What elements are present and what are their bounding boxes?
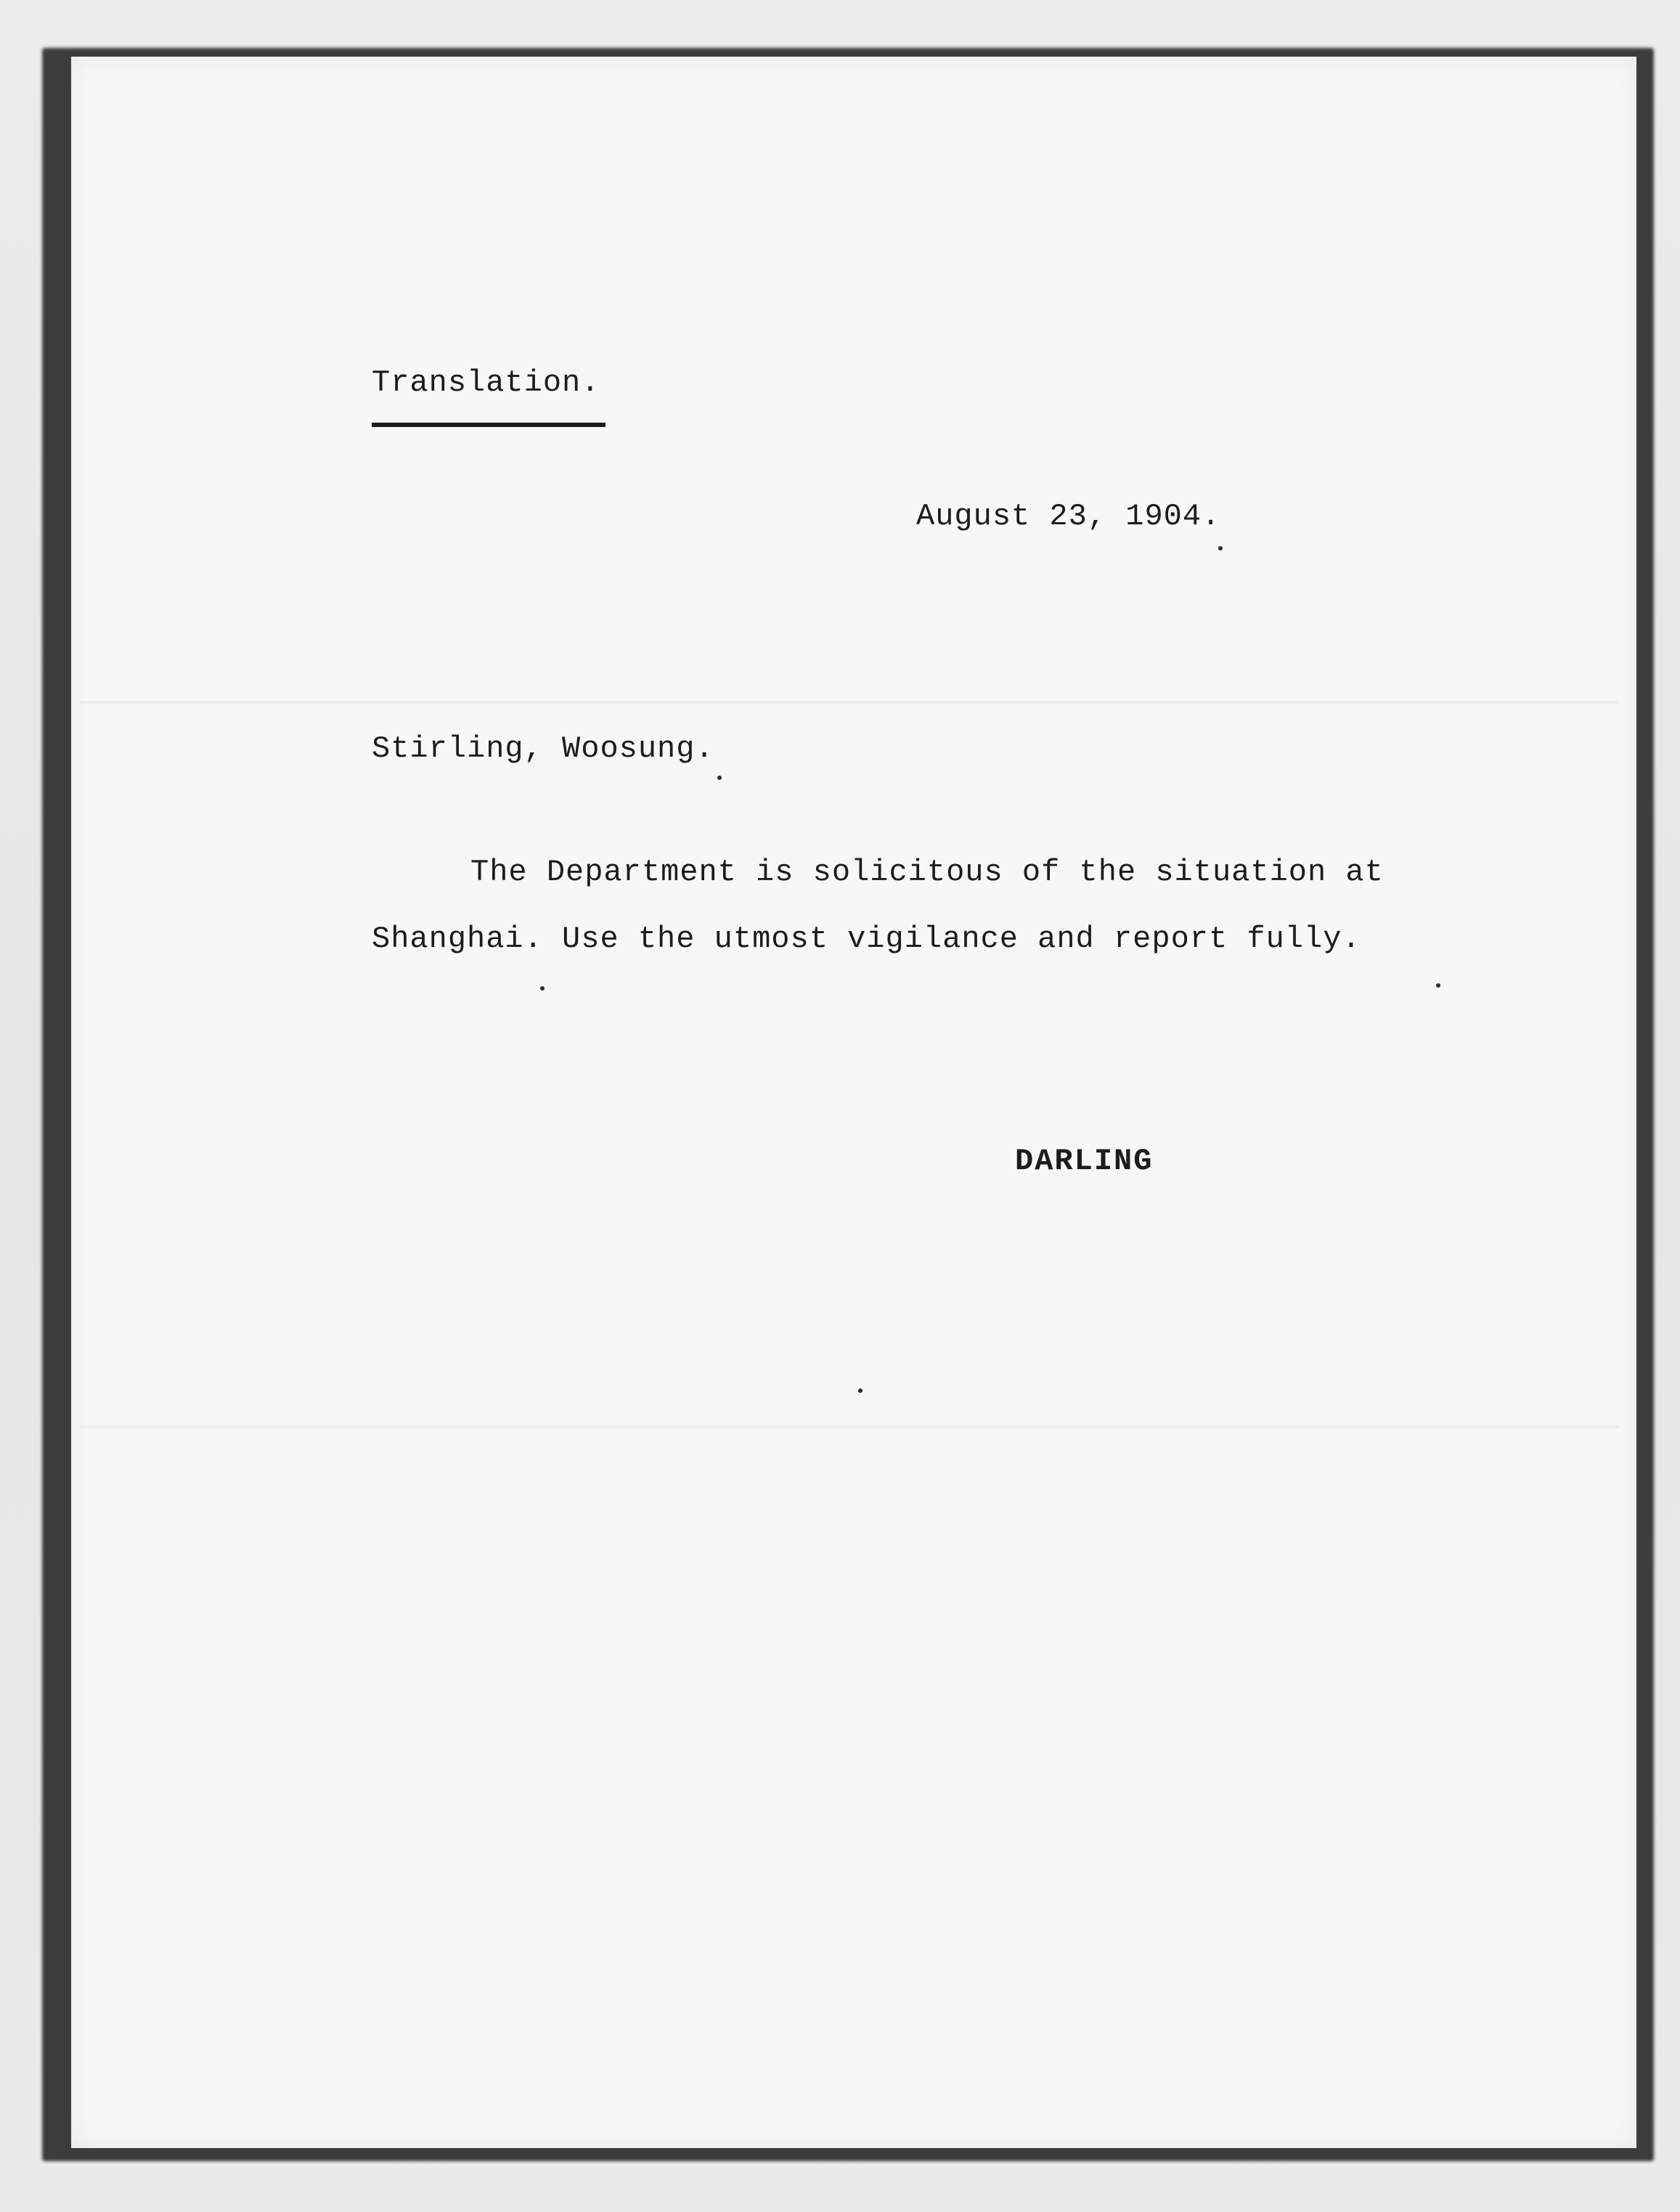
ink-speck — [1436, 983, 1440, 988]
document-page — [71, 57, 1636, 2148]
heading-underline — [372, 423, 605, 427]
document-date: August 23, 1904. — [916, 499, 1221, 534]
body-text-line: The Department is solicitous of the situation at — [470, 855, 1384, 890]
signature: DARLING — [1015, 1144, 1154, 1179]
body-text-line: Shanghai. Use the utmost vigilance and report fully. — [372, 922, 1361, 956]
paper-fold-line — [80, 700, 1619, 704]
document-heading: Translation. — [372, 365, 600, 400]
ink-speck — [540, 986, 545, 991]
paper-fold-line — [80, 1425, 1619, 1429]
ink-speck — [1218, 546, 1223, 550]
ink-speck — [858, 1388, 863, 1393]
ink-speck — [717, 776, 722, 780]
addressee-line: Stirling, Woosung. — [372, 731, 714, 766]
